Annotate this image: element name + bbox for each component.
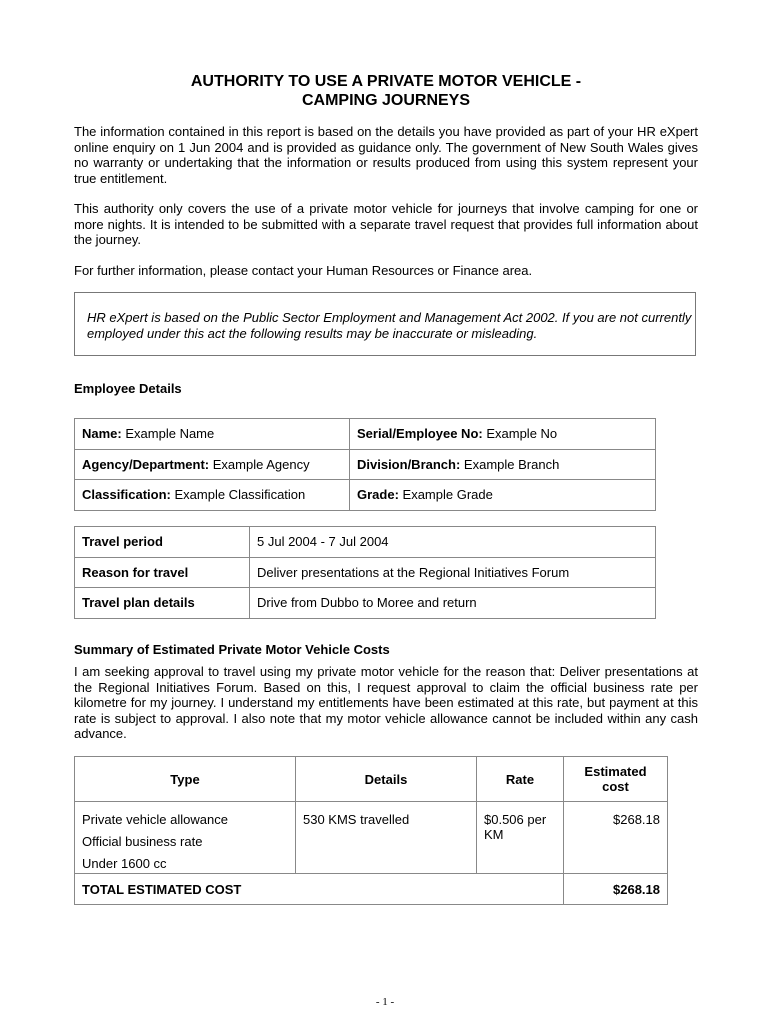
travel-period-label: Travel period [75, 527, 250, 558]
travel-plan-label: Travel plan details [75, 588, 250, 619]
classification-cell [75, 480, 350, 511]
employee-details-heading: Employee Details [74, 381, 182, 396]
reason-for-travel-value: Deliver presentations at the Regional Initiatives Forum [250, 557, 656, 588]
travel-period-value: 5 Jul 2004 - 7 Jul 2004 [250, 527, 656, 558]
table-row [75, 588, 656, 619]
page-number: - 1 - [375, 996, 395, 1008]
intro-paragraph-3: For further information, please contact your Human Resources or Finance area. [74, 263, 533, 278]
rate-cell: $0.506 per KM [477, 802, 564, 874]
cost-cell: $268.18 [564, 802, 668, 874]
classification-label: Classification: [82, 487, 171, 503]
name-value: Example Name [125, 426, 215, 442]
page-title [74, 72, 698, 110]
agency-label: Agency/Department: [82, 456, 210, 472]
grade-label: Grade: [357, 487, 399, 503]
travel-plan-value: Drive from Dubbo to Moree and return [250, 588, 656, 619]
name-label: Name: [82, 426, 122, 442]
col-header-type: Type [75, 757, 296, 802]
division-value: Example Branch [463, 456, 560, 472]
table-row [75, 802, 668, 874]
serial-cell [350, 419, 656, 450]
title-line-1: AUTHORITY TO USE A PRIVATE MOTOR VEHICLE - [190, 73, 582, 90]
total-label: TOTAL ESTIMATED COST [75, 874, 564, 905]
type-line: Private vehicle allowance [82, 812, 228, 827]
table-row [75, 557, 656, 588]
name-cell [75, 419, 350, 450]
type-cell [75, 802, 296, 874]
serial-value: Example No [486, 426, 558, 442]
title-line-2: CAMPING JOURNEYS [301, 92, 471, 109]
total-value: $268.18 [564, 874, 668, 905]
table-row [75, 527, 656, 558]
col-header-rate: Rate [477, 757, 564, 802]
details-cell: 530 KMS travelled [296, 802, 477, 874]
col-header-estimated-cost: Estimated cost [564, 757, 668, 802]
employee-details-table [74, 418, 656, 511]
division-cell [350, 449, 656, 480]
table-row [75, 757, 668, 802]
division-label: Division/Branch: [357, 456, 461, 472]
summary-paragraph: I am seeking approval to travel using my private motor vehicle for the reason that: Deliver presentations at the Regional Initiatives Forum. Based on this, I request approval to claim the official business rate per kilometre for my journey. I understand my entitlements have been estimated at this rate, but payment at this rate is subject to approval. I also note that my motor vehicle allowance cannot be included within any cash advance. [74, 664, 698, 741]
type-line: Under 1600 cc [82, 856, 167, 871]
travel-details-table [74, 526, 656, 619]
classification-value: Example Classification [174, 487, 306, 503]
grade-value: Example Grade [402, 487, 493, 503]
table-row [75, 419, 656, 450]
agency-cell [75, 449, 350, 480]
serial-label: Serial/Employee No: [357, 426, 483, 442]
type-line: Official business rate [82, 834, 203, 849]
cost-table [74, 756, 668, 905]
agency-value: Example Agency [212, 456, 310, 472]
col-header-details: Details [296, 757, 477, 802]
table-row [75, 480, 656, 511]
reason-for-travel-label: Reason for travel [75, 557, 250, 588]
grade-cell [350, 480, 656, 511]
table-row [75, 449, 656, 480]
summary-heading: Summary of Estimated Private Motor Vehicle Costs [74, 642, 390, 657]
intro-paragraph-2: This authority only covers the use of a private motor vehicle for journeys that involve camping for one or more nights. It is intended to be submitted with a separate travel request that provides full information about the journey. [74, 201, 698, 247]
table-row [75, 874, 668, 905]
notice-box: HR eXpert is based on the Public Sector Employment and Management Act 2002. If you are not currently employed under this act the following results may be inaccurate or misleading. [74, 292, 696, 356]
intro-paragraph-1: The information contained in this report is based on the details you have provided as part of your HR eXpert online enquiry on 1 Jun 2004 and is provided as guidance only. The government of New South Wales gives no warranty or undertaking that the information or results produced from using this system represent your true entitlement. [74, 124, 698, 186]
